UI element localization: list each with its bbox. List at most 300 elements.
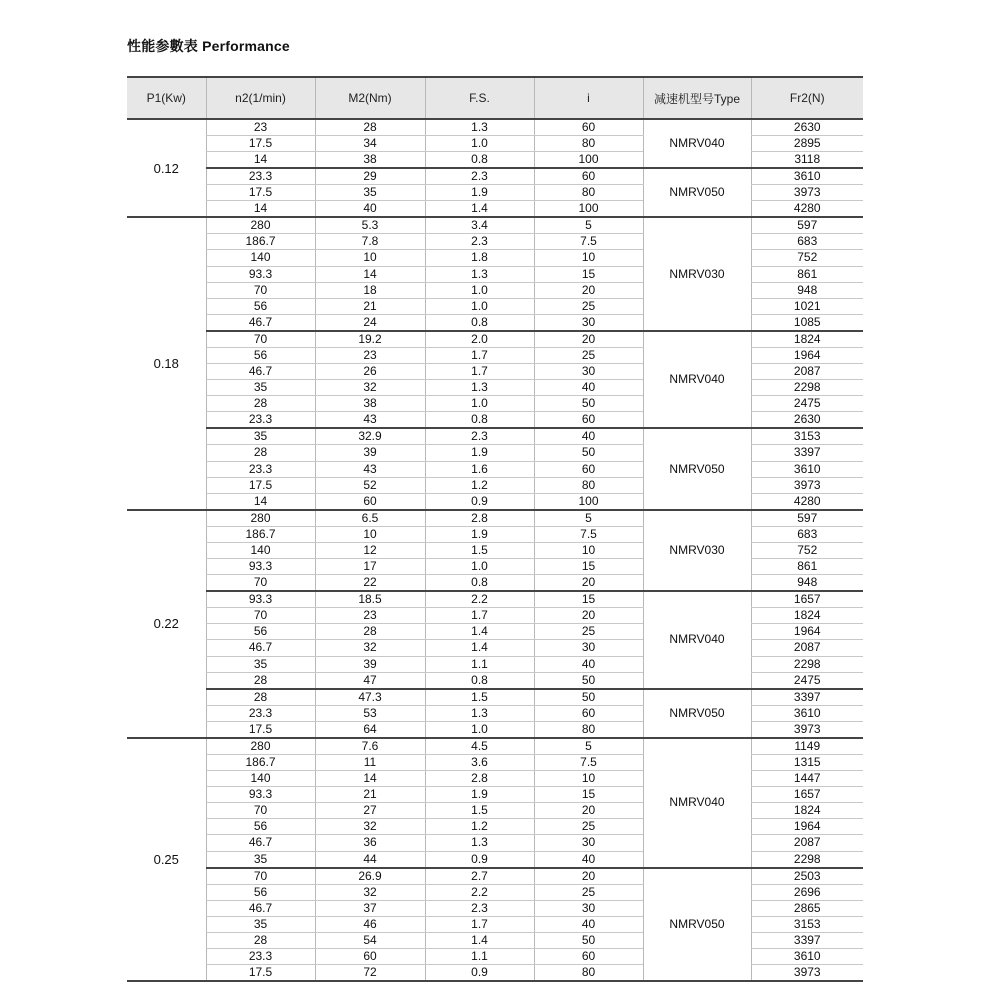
fs-cell: 2.2 (425, 591, 534, 608)
m2-cell: 21 (315, 298, 425, 314)
power-cell: 0.25 (127, 738, 206, 981)
table-row (127, 575, 863, 592)
ratio-cell: 40 (534, 428, 643, 445)
fr2-cell: 3397 (751, 689, 863, 706)
n2-cell: 14 (206, 493, 315, 510)
m2-cell: 72 (315, 965, 425, 982)
fs-cell: 1.4 (425, 640, 534, 656)
table-row (127, 217, 863, 234)
ratio-cell: 60 (534, 412, 643, 429)
header-n2: n2(1/min) (206, 77, 315, 119)
fr2-cell: 2865 (751, 900, 863, 916)
table-row (127, 965, 863, 982)
fr2-cell: 597 (751, 510, 863, 527)
m2-cell: 32 (315, 819, 425, 835)
ratio-cell: 25 (534, 347, 643, 363)
n2-cell: 70 (206, 575, 315, 592)
n2-cell: 23.3 (206, 949, 315, 965)
fr2-cell: 2895 (751, 136, 863, 152)
fr2-cell: 2087 (751, 835, 863, 851)
n2-cell: 56 (206, 298, 315, 314)
fr2-cell: 3610 (751, 949, 863, 965)
fs-cell: 1.7 (425, 608, 534, 624)
m2-cell: 23 (315, 608, 425, 624)
ratio-cell: 60 (534, 949, 643, 965)
header-m2: M2(Nm) (315, 77, 425, 119)
m2-cell: 39 (315, 445, 425, 461)
table-row (127, 608, 863, 624)
n2-cell: 140 (206, 770, 315, 786)
fr2-cell: 3153 (751, 916, 863, 932)
table-row (127, 298, 863, 314)
n2-cell: 17.5 (206, 185, 315, 201)
ratio-cell: 25 (534, 298, 643, 314)
m2-cell: 7.8 (315, 234, 425, 250)
fr2-cell: 2475 (751, 672, 863, 689)
n2-cell: 28 (206, 672, 315, 689)
fr2-cell: 3610 (751, 705, 863, 721)
fr2-cell: 1824 (751, 331, 863, 348)
fs-cell: 1.8 (425, 250, 534, 266)
fr2-cell: 3610 (751, 461, 863, 477)
table-body (127, 119, 863, 981)
n2-cell: 46.7 (206, 640, 315, 656)
ratio-cell: 15 (534, 559, 643, 575)
m2-cell: 37 (315, 900, 425, 916)
fs-cell: 1.4 (425, 932, 534, 948)
fr2-cell: 3397 (751, 445, 863, 461)
m2-cell: 47.3 (315, 689, 425, 706)
n2-cell: 186.7 (206, 526, 315, 542)
fs-cell: 2.8 (425, 770, 534, 786)
fs-cell: 0.8 (425, 575, 534, 592)
ratio-cell: 40 (534, 851, 643, 868)
ratio-cell: 50 (534, 932, 643, 948)
ratio-cell: 15 (534, 266, 643, 282)
n2-cell: 35 (206, 656, 315, 672)
fs-cell: 1.7 (425, 347, 534, 363)
table-row (127, 559, 863, 575)
n2-cell: 28 (206, 932, 315, 948)
m2-cell: 27 (315, 803, 425, 819)
ratio-cell: 10 (534, 250, 643, 266)
fr2-cell: 1964 (751, 819, 863, 835)
m2-cell: 43 (315, 461, 425, 477)
fs-cell: 0.9 (425, 851, 534, 868)
m2-cell: 11 (315, 754, 425, 770)
ratio-cell: 5 (534, 510, 643, 527)
fs-cell: 1.9 (425, 445, 534, 461)
performance-table (127, 76, 863, 982)
fs-cell: 2.3 (425, 900, 534, 916)
fs-cell: 1.9 (425, 526, 534, 542)
table-row (127, 656, 863, 672)
n2-cell: 35 (206, 380, 315, 396)
fr2-cell: 3973 (751, 477, 863, 493)
fs-cell: 1.7 (425, 916, 534, 932)
header-fr2: Fr2(N) (751, 77, 863, 119)
table-row (127, 510, 863, 527)
table-row (127, 640, 863, 656)
fs-cell: 3.4 (425, 217, 534, 234)
table-row (127, 250, 863, 266)
n2-cell: 23.3 (206, 412, 315, 429)
table-row (127, 721, 863, 738)
m2-cell: 7.6 (315, 738, 425, 755)
m2-cell: 6.5 (315, 510, 425, 527)
fs-cell: 1.0 (425, 559, 534, 575)
header-fs: F.S. (425, 77, 534, 119)
n2-cell: 280 (206, 510, 315, 527)
fs-cell: 1.5 (425, 803, 534, 819)
fr2-cell: 1447 (751, 770, 863, 786)
table-row (127, 542, 863, 558)
table-row (127, 428, 863, 445)
table-row (127, 396, 863, 412)
fr2-cell: 948 (751, 282, 863, 298)
m2-cell: 32 (315, 380, 425, 396)
table-row (127, 493, 863, 510)
n2-cell: 70 (206, 868, 315, 885)
ratio-cell: 7.5 (534, 234, 643, 250)
n2-cell: 56 (206, 347, 315, 363)
table-row (127, 461, 863, 477)
table-row (127, 803, 863, 819)
n2-cell: 56 (206, 819, 315, 835)
table-row (127, 119, 863, 136)
ratio-cell: 5 (534, 217, 643, 234)
ratio-cell: 15 (534, 787, 643, 803)
m2-cell: 52 (315, 477, 425, 493)
m2-cell: 10 (315, 250, 425, 266)
fr2-cell: 3610 (751, 168, 863, 185)
table-row (127, 412, 863, 429)
fr2-cell: 3397 (751, 932, 863, 948)
ratio-cell: 60 (534, 705, 643, 721)
m2-cell: 53 (315, 705, 425, 721)
n2-cell: 56 (206, 624, 315, 640)
ratio-cell: 50 (534, 445, 643, 461)
m2-cell: 26 (315, 364, 425, 380)
fs-cell: 2.0 (425, 331, 534, 348)
fs-cell: 1.9 (425, 787, 534, 803)
ratio-cell: 40 (534, 916, 643, 932)
ratio-cell: 100 (534, 201, 643, 218)
n2-cell: 28 (206, 445, 315, 461)
n2-cell: 17.5 (206, 477, 315, 493)
fr2-cell: 3973 (751, 965, 863, 982)
fs-cell: 0.9 (425, 493, 534, 510)
m2-cell: 14 (315, 770, 425, 786)
fs-cell: 1.7 (425, 364, 534, 380)
fs-cell: 2.3 (425, 168, 534, 185)
ratio-cell: 60 (534, 168, 643, 185)
n2-cell: 70 (206, 608, 315, 624)
fr2-cell: 1824 (751, 803, 863, 819)
table-row (127, 266, 863, 282)
fs-cell: 1.5 (425, 689, 534, 706)
n2-cell: 14 (206, 152, 315, 169)
ratio-cell: 7.5 (534, 754, 643, 770)
n2-cell: 17.5 (206, 721, 315, 738)
ratio-cell: 50 (534, 672, 643, 689)
type-cell: NMRV040 (643, 119, 751, 168)
fr2-cell: 861 (751, 266, 863, 282)
ratio-cell: 20 (534, 282, 643, 298)
n2-cell: 93.3 (206, 559, 315, 575)
ratio-cell: 60 (534, 119, 643, 136)
table-row (127, 624, 863, 640)
n2-cell: 35 (206, 428, 315, 445)
fr2-cell: 3118 (751, 152, 863, 169)
fr2-cell: 4280 (751, 201, 863, 218)
fr2-cell: 2087 (751, 640, 863, 656)
header-i: i (534, 77, 643, 119)
ratio-cell: 10 (534, 770, 643, 786)
table-row (127, 770, 863, 786)
table-row (127, 900, 863, 916)
n2-cell: 17.5 (206, 965, 315, 982)
fs-cell: 1.4 (425, 201, 534, 218)
table-row (127, 168, 863, 185)
table-row (127, 916, 863, 932)
table-row (127, 787, 863, 803)
ratio-cell: 10 (534, 542, 643, 558)
fs-cell: 1.3 (425, 119, 534, 136)
fs-cell: 1.1 (425, 949, 534, 965)
type-cell: NMRV040 (643, 738, 751, 868)
n2-cell: 280 (206, 738, 315, 755)
ratio-cell: 80 (534, 721, 643, 738)
m2-cell: 29 (315, 168, 425, 185)
fr2-cell: 2696 (751, 884, 863, 900)
ratio-cell: 20 (534, 331, 643, 348)
fs-cell: 1.1 (425, 656, 534, 672)
type-cell: NMRV040 (643, 331, 751, 429)
m2-cell: 32 (315, 884, 425, 900)
table-row (127, 754, 863, 770)
n2-cell: 17.5 (206, 136, 315, 152)
fs-cell: 3.6 (425, 754, 534, 770)
fr2-cell: 1964 (751, 347, 863, 363)
ratio-cell: 30 (534, 835, 643, 851)
fr2-cell: 3153 (751, 428, 863, 445)
ratio-cell: 20 (534, 608, 643, 624)
fs-cell: 1.9 (425, 185, 534, 201)
n2-cell: 280 (206, 217, 315, 234)
fs-cell: 1.5 (425, 542, 534, 558)
fs-cell: 1.2 (425, 477, 534, 493)
m2-cell: 47 (315, 672, 425, 689)
m2-cell: 39 (315, 656, 425, 672)
fs-cell: 2.7 (425, 868, 534, 885)
ratio-cell: 60 (534, 461, 643, 477)
n2-cell: 93.3 (206, 591, 315, 608)
ratio-cell: 30 (534, 364, 643, 380)
fr2-cell: 2298 (751, 656, 863, 672)
fr2-cell: 2298 (751, 851, 863, 868)
fs-cell: 1.0 (425, 298, 534, 314)
table-row (127, 932, 863, 948)
m2-cell: 46 (315, 916, 425, 932)
table-row (127, 835, 863, 851)
ratio-cell: 50 (534, 396, 643, 412)
fr2-cell: 948 (751, 575, 863, 592)
m2-cell: 17 (315, 559, 425, 575)
power-cell: 0.18 (127, 217, 206, 510)
ratio-cell: 25 (534, 884, 643, 900)
table-row (127, 185, 863, 201)
fs-cell: 4.5 (425, 738, 534, 755)
n2-cell: 46.7 (206, 314, 315, 331)
table-header-row (127, 77, 863, 119)
n2-cell: 93.3 (206, 787, 315, 803)
fr2-cell: 3973 (751, 721, 863, 738)
table-row (127, 526, 863, 542)
fr2-cell: 2630 (751, 412, 863, 429)
fr2-cell: 1149 (751, 738, 863, 755)
m2-cell: 64 (315, 721, 425, 738)
n2-cell: 23.3 (206, 168, 315, 185)
fs-cell: 1.2 (425, 819, 534, 835)
fs-cell: 1.0 (425, 136, 534, 152)
fr2-cell: 2298 (751, 380, 863, 396)
m2-cell: 32 (315, 640, 425, 656)
fr2-cell: 1085 (751, 314, 863, 331)
power-cell: 0.12 (127, 119, 206, 217)
fs-cell: 1.3 (425, 266, 534, 282)
fr2-cell: 2475 (751, 396, 863, 412)
ratio-cell: 80 (534, 185, 643, 201)
m2-cell: 22 (315, 575, 425, 592)
ratio-cell: 40 (534, 656, 643, 672)
table-row (127, 445, 863, 461)
n2-cell: 46.7 (206, 900, 315, 916)
table-row (127, 364, 863, 380)
m2-cell: 32.9 (315, 428, 425, 445)
n2-cell: 14 (206, 201, 315, 218)
n2-cell: 23.3 (206, 705, 315, 721)
fr2-cell: 861 (751, 559, 863, 575)
table-row (127, 949, 863, 965)
table-row (127, 851, 863, 868)
type-cell: NMRV050 (643, 168, 751, 217)
m2-cell: 24 (315, 314, 425, 331)
n2-cell: 70 (206, 803, 315, 819)
fs-cell: 1.3 (425, 705, 534, 721)
table-row (127, 331, 863, 348)
table-row (127, 672, 863, 689)
ratio-cell: 30 (534, 640, 643, 656)
m2-cell: 18.5 (315, 591, 425, 608)
fr2-cell: 683 (751, 234, 863, 250)
type-cell: NMRV050 (643, 428, 751, 509)
m2-cell: 23 (315, 347, 425, 363)
fs-cell: 2.8 (425, 510, 534, 527)
n2-cell: 28 (206, 396, 315, 412)
fr2-cell: 597 (751, 217, 863, 234)
fr2-cell: 2087 (751, 364, 863, 380)
n2-cell: 140 (206, 250, 315, 266)
table-row (127, 884, 863, 900)
n2-cell: 23.3 (206, 461, 315, 477)
table-row (127, 314, 863, 331)
ratio-cell: 80 (534, 136, 643, 152)
ratio-cell: 30 (534, 900, 643, 916)
table-row (127, 591, 863, 608)
fs-cell: 1.0 (425, 396, 534, 412)
type-cell: NMRV040 (643, 591, 751, 689)
ratio-cell: 40 (534, 380, 643, 396)
ratio-cell: 5 (534, 738, 643, 755)
fr2-cell: 1657 (751, 787, 863, 803)
page-title: 性能参數表 Performance (127, 38, 290, 54)
m2-cell: 28 (315, 624, 425, 640)
fr2-cell: 2503 (751, 868, 863, 885)
fs-cell: 0.9 (425, 965, 534, 982)
table-row (127, 689, 863, 706)
n2-cell: 140 (206, 542, 315, 558)
fr2-cell: 2630 (751, 119, 863, 136)
m2-cell: 14 (315, 266, 425, 282)
m2-cell: 10 (315, 526, 425, 542)
n2-cell: 35 (206, 916, 315, 932)
ratio-cell: 20 (534, 803, 643, 819)
ratio-cell: 7.5 (534, 526, 643, 542)
m2-cell: 60 (315, 949, 425, 965)
fs-cell: 1.4 (425, 624, 534, 640)
table-row (127, 477, 863, 493)
table-row (127, 705, 863, 721)
table-row (127, 819, 863, 835)
fs-cell: 1.3 (425, 380, 534, 396)
table-row (127, 868, 863, 885)
m2-cell: 44 (315, 851, 425, 868)
fr2-cell: 3973 (751, 185, 863, 201)
fr2-cell: 1964 (751, 624, 863, 640)
ratio-cell: 30 (534, 314, 643, 331)
fs-cell: 0.8 (425, 314, 534, 331)
m2-cell: 19.2 (315, 331, 425, 348)
m2-cell: 5.3 (315, 217, 425, 234)
type-cell: NMRV050 (643, 868, 751, 982)
ratio-cell: 80 (534, 965, 643, 982)
table-row (127, 347, 863, 363)
fr2-cell: 752 (751, 250, 863, 266)
fr2-cell: 752 (751, 542, 863, 558)
m2-cell: 38 (315, 152, 425, 169)
m2-cell: 21 (315, 787, 425, 803)
m2-cell: 54 (315, 932, 425, 948)
n2-cell: 28 (206, 689, 315, 706)
table-row (127, 152, 863, 169)
ratio-cell: 25 (534, 819, 643, 835)
fs-cell: 0.8 (425, 412, 534, 429)
fr2-cell: 1657 (751, 591, 863, 608)
m2-cell: 26.9 (315, 868, 425, 885)
table-row (127, 282, 863, 298)
n2-cell: 23 (206, 119, 315, 136)
fr2-cell: 1315 (751, 754, 863, 770)
n2-cell: 186.7 (206, 234, 315, 250)
fs-cell: 1.0 (425, 282, 534, 298)
n2-cell: 46.7 (206, 364, 315, 380)
table-row (127, 201, 863, 218)
fs-cell: 1.0 (425, 721, 534, 738)
ratio-cell: 15 (534, 591, 643, 608)
ratio-cell: 100 (534, 493, 643, 510)
n2-cell: 70 (206, 331, 315, 348)
